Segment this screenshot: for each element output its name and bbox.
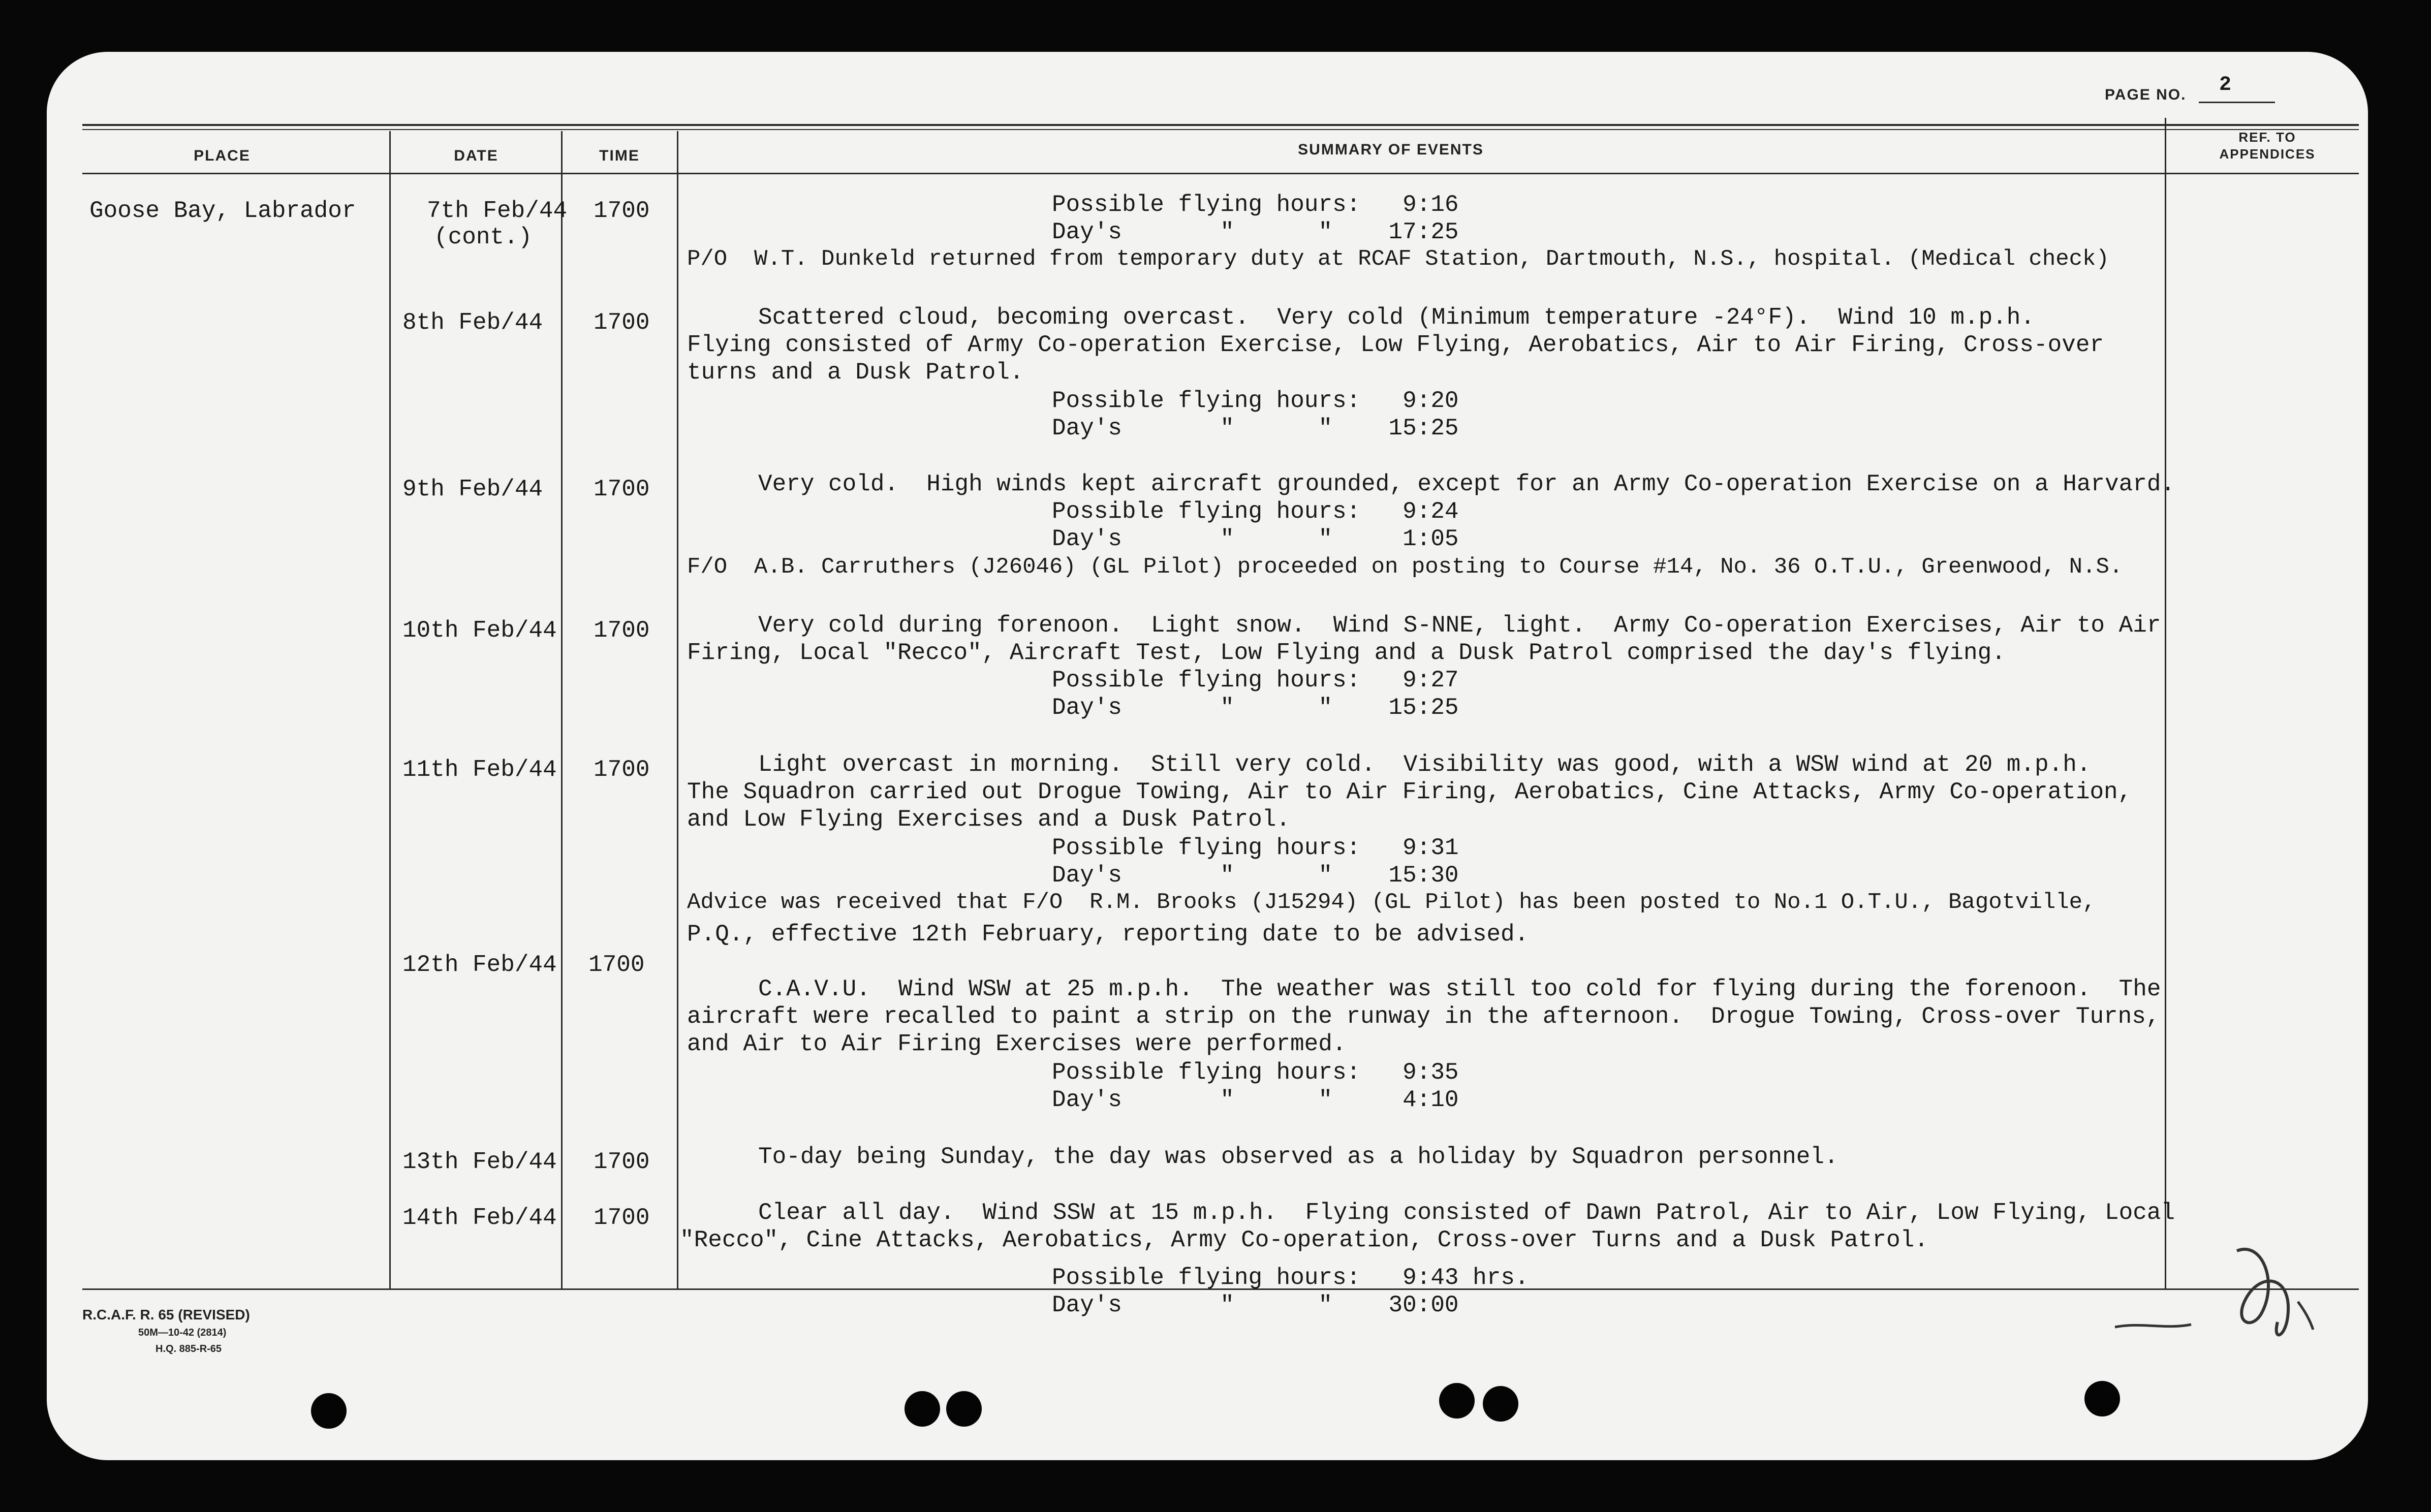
summary-line: Flying consisted of Army Co-operation Exercise, Low Flying, Aerobatics, Air to Air Firing, Cross-over (687, 332, 2104, 358)
entry-time: 1700 (594, 198, 650, 224)
summary-line: Possible flying hours: 9:24 (1052, 498, 1459, 525)
summary-line: F/O A.B. Carruthers (J26046) (GL Pilot) proceeded on posting to Course #14, No. 36 O.T.U., Greenwood, N.S. (687, 554, 2123, 580)
col-header-ref-line1: REF. TO (2238, 130, 2296, 145)
col-rule-place (389, 131, 391, 1289)
entry-time: 1700 (594, 476, 650, 502)
entry-date: 10th Feb/44 (402, 617, 557, 644)
summary-line: Day's " " 15:25 (1052, 415, 1459, 442)
summary-line: turns and a Dusk Patrol. (687, 359, 1024, 386)
summary-line: Possible flying hours: 9:27 (1052, 667, 1459, 694)
col-header-place: PLACE (194, 147, 251, 164)
punch-hole (2084, 1381, 2120, 1416)
header-rule-bottom (82, 173, 2359, 174)
summary-line: Day's " " 17:25 (1052, 219, 1459, 245)
page-no-underline (2199, 102, 2275, 103)
entry-time: 1700 (594, 309, 650, 336)
entry-place: Goose Bay, Labrador (89, 198, 356, 224)
entry-date-cont: (cont.) (434, 224, 533, 250)
header-rule-top (82, 124, 2359, 126)
summary-line: Day's " " 30:00 (1052, 1292, 1459, 1318)
signature-mark (2110, 1220, 2328, 1352)
punch-hole (1483, 1386, 1518, 1422)
header-rule-top-2 (82, 129, 2359, 130)
form-number: R.C.A.F. R. 65 (REVISED) (82, 1307, 250, 1322)
entry-date: 13th Feb/44 (402, 1149, 557, 1175)
entry-time: 1700 (594, 757, 650, 783)
entry-date: 12th Feb/44 (402, 952, 557, 978)
entry-date: 11th Feb/44 (402, 757, 557, 783)
entry-date: 8th Feb/44 (402, 309, 543, 336)
entry-time: 1700 (594, 617, 650, 644)
punch-hole (1439, 1383, 1475, 1419)
summary-line: To-day being Sunday, the day was observed as a holiday by Squadron personnel. (758, 1144, 1838, 1170)
summary-line: Light overcast in morning. Still very cold. Visibility was good, with a WSW wind at 20 m.p.h. (758, 751, 2091, 778)
file-reference: H.Q. 885-R-65 (155, 1343, 222, 1354)
col-rule-summary (2165, 118, 2166, 1289)
summary-line: Advice was received that F/O R.M. Brooks (J15294) (GL Pilot) has been posted to No.1 O.T.U., Bagotville, (687, 890, 2096, 915)
page-number: 2 (2219, 74, 2232, 97)
summary-line: Day's " " 1:05 (1052, 526, 1459, 552)
summary-line: Day's " " 4:10 (1052, 1087, 1459, 1113)
summary-line: Possible flying hours: 9:16 (1052, 192, 1459, 218)
col-header-ref-line2: APPENDICES (2219, 146, 2316, 162)
summary-line: C.A.V.U. Wind WSW at 25 m.p.h. The weather was still too cold for flying during the forenoon. The (758, 976, 2161, 1002)
col-header-ref (2219, 129, 2315, 162)
summary-line: Firing, Local "Recco", Aircraft Test, Low Flying and a Dusk Patrol comprised the day's flying. (687, 640, 2006, 666)
col-header-date: DATE (454, 147, 498, 164)
summary-line: Possible flying hours: 9:31 (1052, 835, 1459, 861)
summary-line: P/O W.T. Dunkeld returned from temporary duty at RCAF Station, Dartmouth, N.S., hospital. (Medical check) (687, 246, 2109, 272)
diary-sheet (47, 52, 2368, 1460)
entry-time: 1700 (594, 1149, 650, 1175)
summary-line: The Squadron carried out Drogue Towing, Air to Air Firing, Aerobatics, Cine Attacks, Army Co-operation, (687, 779, 2132, 805)
summary-line: Day's " " 15:30 (1052, 862, 1459, 889)
summary-line: Possible flying hours: 9:43 hrs. (1052, 1265, 1529, 1291)
entry-date: 7th Feb/44 (427, 198, 568, 224)
summary-line: and Low Flying Exercises and a Dusk Patrol. (687, 806, 1290, 833)
summary-line: Very cold. High winds kept aircraft grounded, except for an Army Co-operation Exercise on a Harvard. (758, 471, 2175, 497)
page-no-label: PAGE NO. (2105, 86, 2187, 103)
summary-line: aircraft were recalled to paint a strip on the runway in the afternoon. Drogue Towing, Cross-over Turns, (687, 1003, 2160, 1030)
summary-line: "Recco", Cine Attacks, Aerobatics, Army Co-operation, Cross-over Turns and a Dusk Patrol. (680, 1227, 1928, 1253)
punch-hole (946, 1391, 982, 1427)
print-run: 50M—10-42 (2814) (138, 1327, 227, 1338)
entry-time: 1700 (594, 1205, 650, 1231)
summary-line: P.Q., effective 12th February, reporting date to be advised. (687, 921, 1529, 948)
entry-time: 1700 (588, 952, 645, 978)
punch-hole (905, 1391, 940, 1427)
summary-line: Clear all day. Wind SSW at 15 m.p.h. Flying consisted of Dawn Patrol, Air to Air, Low Flying, Local (758, 1200, 2175, 1226)
entry-date: 14th Feb/44 (402, 1205, 557, 1231)
summary-line: Day's " " 15:25 (1052, 695, 1459, 721)
col-rule-time (677, 131, 678, 1289)
summary-line: Scattered cloud, becoming overcast. Very cold (Minimum temperature -24°F). Wind 10 m.p.h. (758, 304, 2035, 331)
col-header-summary: SUMMARY OF EVENTS (1298, 141, 1484, 158)
summary-line: Possible flying hours: 9:20 (1052, 388, 1459, 414)
col-rule-date (561, 131, 563, 1289)
summary-line: and Air to Air Firing Exercises were performed. (687, 1031, 1347, 1057)
entry-date: 9th Feb/44 (402, 476, 543, 502)
summary-line: Very cold during forenoon. Light snow. Wind S-NNE, light. Army Co-operation Exercises, Air to Air (758, 612, 2161, 639)
col-header-time: TIME (599, 147, 640, 164)
punch-hole (311, 1393, 347, 1429)
summary-line: Possible flying hours: 9:35 (1052, 1059, 1459, 1086)
